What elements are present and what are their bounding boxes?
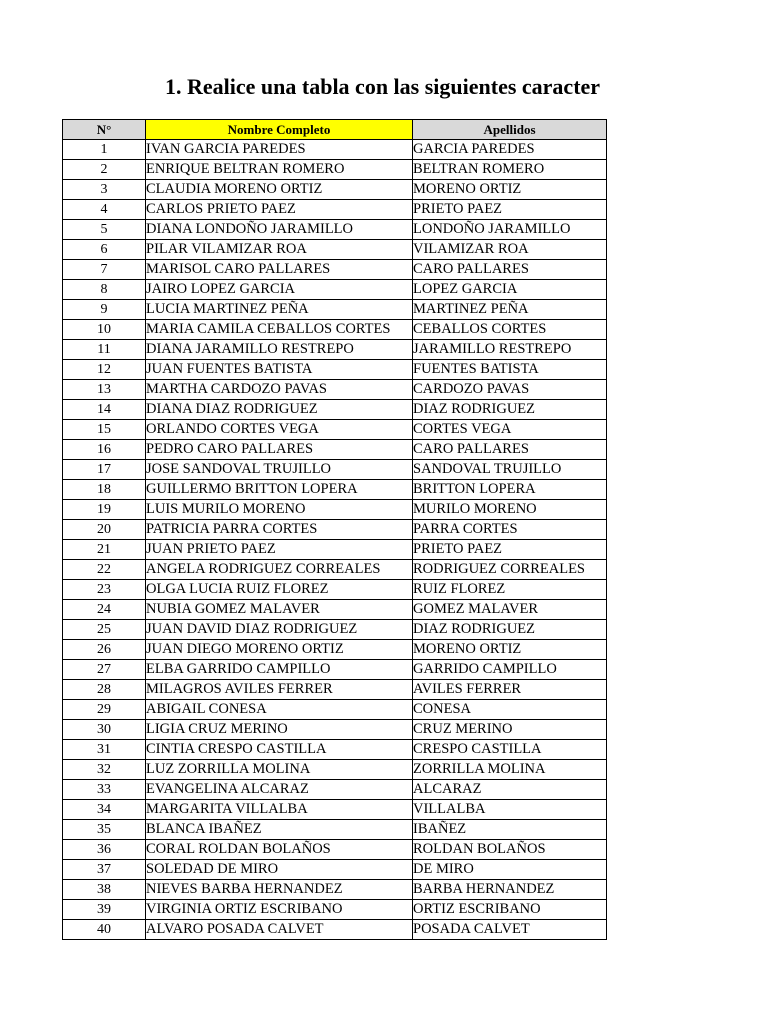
table-row <box>63 280 607 300</box>
surnames-cell: GOMEZ MALAVER <box>413 600 607 620</box>
surnames-cell: GARCIA PAREDES <box>413 140 607 160</box>
table-row <box>63 480 607 500</box>
surnames-cell: GARRIDO CAMPILLO <box>413 660 607 680</box>
table-row <box>63 580 607 600</box>
surnames-cell: BELTRAN ROMERO <box>413 160 607 180</box>
full-name-cell: JUAN FUENTES BATISTA <box>146 360 413 380</box>
full-name-cell: PILAR VILAMIZAR ROA <box>146 240 413 260</box>
table-row <box>63 640 607 660</box>
row-number-cell: 20 <box>63 520 146 540</box>
row-number-cell: 39 <box>63 900 146 920</box>
full-name-cell: SOLEDAD DE MIRO <box>146 860 413 880</box>
surnames-cell: AVILES FERRER <box>413 680 607 700</box>
table-row <box>63 380 607 400</box>
table-row <box>63 560 607 580</box>
table-row <box>63 600 607 620</box>
surnames-cell: ALCARAZ <box>413 780 607 800</box>
row-number-cell: 13 <box>63 380 146 400</box>
surnames-cell: VILAMIZAR ROA <box>413 240 607 260</box>
row-number-cell: 5 <box>63 220 146 240</box>
row-number-cell: 31 <box>63 740 146 760</box>
surnames-cell: DE MIRO <box>413 860 607 880</box>
table-row <box>63 240 607 260</box>
table-row <box>63 360 607 380</box>
table-row <box>63 180 607 200</box>
table-row <box>63 460 607 480</box>
table-row <box>63 840 607 860</box>
table-row <box>63 920 607 940</box>
full-name-cell: JOSE SANDOVAL TRUJILLO <box>146 460 413 480</box>
table-row <box>63 260 607 280</box>
row-number-cell: 6 <box>63 240 146 260</box>
row-number-cell: 30 <box>63 720 146 740</box>
full-name-cell: ANGELA RODRIGUEZ CORREALES <box>146 560 413 580</box>
row-number-cell: 12 <box>63 360 146 380</box>
row-number-cell: 14 <box>63 400 146 420</box>
full-name-cell: ENRIQUE BELTRAN ROMERO <box>146 160 413 180</box>
table-row <box>63 820 607 840</box>
surnames-cell: CARO PALLARES <box>413 440 607 460</box>
full-name-cell: ABIGAIL CONESA <box>146 700 413 720</box>
full-name-cell: NUBIA GOMEZ MALAVER <box>146 600 413 620</box>
row-number-cell: 1 <box>63 140 146 160</box>
table-row <box>63 440 607 460</box>
row-number-cell: 10 <box>63 320 146 340</box>
row-number-cell: 4 <box>63 200 146 220</box>
row-number-cell: 15 <box>63 420 146 440</box>
table-row <box>63 620 607 640</box>
row-number-cell: 35 <box>63 820 146 840</box>
full-name-cell: ORLANDO CORTES VEGA <box>146 420 413 440</box>
row-number-cell: 26 <box>63 640 146 660</box>
surnames-cell: BRITTON LOPERA <box>413 480 607 500</box>
table-row <box>63 540 607 560</box>
row-number-cell: 16 <box>63 440 146 460</box>
row-number-cell: 21 <box>63 540 146 560</box>
header-surnames: Apellidos <box>413 120 607 140</box>
row-number-cell: 33 <box>63 780 146 800</box>
full-name-cell: MARGARITA VILLALBA <box>146 800 413 820</box>
full-name-cell: MARISOL CARO PALLARES <box>146 260 413 280</box>
page-title: 1. Realice una tabla con las siguientes caracter <box>165 74 601 99</box>
full-name-cell: ELBA GARRIDO CAMPILLO <box>146 660 413 680</box>
table-row <box>63 700 607 720</box>
row-number-cell: 17 <box>63 460 146 480</box>
table-row <box>63 720 607 740</box>
table-row <box>63 780 607 800</box>
row-number-cell: 9 <box>63 300 146 320</box>
surnames-cell: ROLDAN BOLAÑOS <box>413 840 607 860</box>
full-name-cell: CARLOS PRIETO PAEZ <box>146 200 413 220</box>
surnames-cell: ZORRILLA MOLINA <box>413 760 607 780</box>
row-number-cell: 3 <box>63 180 146 200</box>
row-number-cell: 25 <box>63 620 146 640</box>
full-name-cell: CORAL ROLDAN BOLAÑOS <box>146 840 413 860</box>
full-name-cell: PEDRO CARO PALLARES <box>146 440 413 460</box>
table-row <box>63 800 607 820</box>
row-number-cell: 36 <box>63 840 146 860</box>
full-name-cell: JAIRO LOPEZ GARCIA <box>146 280 413 300</box>
table-header-row <box>63 120 607 140</box>
table-row <box>63 420 607 440</box>
row-number-cell: 27 <box>63 660 146 680</box>
full-name-cell: DIANA LONDOÑO JARAMILLO <box>146 220 413 240</box>
header-number: N° <box>63 120 146 140</box>
surnames-cell: CARO PALLARES <box>413 260 607 280</box>
table-row <box>63 880 607 900</box>
row-number-cell: 2 <box>63 160 146 180</box>
full-name-cell: DIANA DIAZ RODRIGUEZ <box>146 400 413 420</box>
table-row <box>63 300 607 320</box>
surnames-cell: LONDOÑO JARAMILLO <box>413 220 607 240</box>
row-number-cell: 38 <box>63 880 146 900</box>
row-number-cell: 18 <box>63 480 146 500</box>
surnames-cell: CORTES VEGA <box>413 420 607 440</box>
row-number-cell: 29 <box>63 700 146 720</box>
table-row <box>63 740 607 760</box>
full-name-cell: JUAN DAVID DIAZ RODRIGUEZ <box>146 620 413 640</box>
row-number-cell: 24 <box>63 600 146 620</box>
row-number-cell: 40 <box>63 920 146 940</box>
table-row <box>63 340 607 360</box>
table-row <box>63 520 607 540</box>
full-name-cell: JUAN PRIETO PAEZ <box>146 540 413 560</box>
surnames-cell: CRUZ MERINO <box>413 720 607 740</box>
full-name-cell: LUIS MURILO MORENO <box>146 500 413 520</box>
surnames-cell: FUENTES BATISTA <box>413 360 607 380</box>
surnames-cell: MARTINEZ PEÑA <box>413 300 607 320</box>
full-name-cell: MARTHA CARDOZO PAVAS <box>146 380 413 400</box>
row-number-cell: 32 <box>63 760 146 780</box>
full-name-cell: OLGA LUCIA RUIZ FLOREZ <box>146 580 413 600</box>
surnames-cell: BARBA HERNANDEZ <box>413 880 607 900</box>
full-name-cell: PATRICIA PARRA CORTES <box>146 520 413 540</box>
table-row <box>63 400 607 420</box>
surnames-cell: SANDOVAL TRUJILLO <box>413 460 607 480</box>
surnames-cell: VILLALBA <box>413 800 607 820</box>
row-number-cell: 7 <box>63 260 146 280</box>
full-name-cell: LUZ ZORRILLA MOLINA <box>146 760 413 780</box>
full-name-cell: EVANGELINA ALCARAZ <box>146 780 413 800</box>
full-name-cell: DIANA JARAMILLO RESTREPO <box>146 340 413 360</box>
full-name-cell: CINTIA CRESPO CASTILLA <box>146 740 413 760</box>
table-body <box>63 140 607 940</box>
surnames-cell: IBAÑEZ <box>413 820 607 840</box>
surnames-cell: CRESPO CASTILLA <box>413 740 607 760</box>
table-row <box>63 140 607 160</box>
surnames-cell: MORENO ORTIZ <box>413 640 607 660</box>
surnames-cell: CARDOZO PAVAS <box>413 380 607 400</box>
full-name-cell: MARIA CAMILA CEBALLOS CORTES <box>146 320 413 340</box>
names-table <box>62 119 607 940</box>
row-number-cell: 34 <box>63 800 146 820</box>
table-row <box>63 660 607 680</box>
surnames-cell: PARRA CORTES <box>413 520 607 540</box>
table-row <box>63 500 607 520</box>
surnames-cell: RUIZ FLOREZ <box>413 580 607 600</box>
full-name-cell: LIGIA CRUZ MERINO <box>146 720 413 740</box>
full-name-cell: LUCIA MARTINEZ PEÑA <box>146 300 413 320</box>
full-name-cell: BLANCA IBAÑEZ <box>146 820 413 840</box>
row-number-cell: 19 <box>63 500 146 520</box>
surnames-cell: CEBALLOS CORTES <box>413 320 607 340</box>
surnames-cell: JARAMILLO RESTREPO <box>413 340 607 360</box>
full-name-cell: NIEVES BARBA HERNANDEZ <box>146 880 413 900</box>
row-number-cell: 23 <box>63 580 146 600</box>
table-row <box>63 900 607 920</box>
surnames-cell: DIAZ RODRIGUEZ <box>413 620 607 640</box>
surnames-cell: LOPEZ GARCIA <box>413 280 607 300</box>
surnames-cell: PRIETO PAEZ <box>413 540 607 560</box>
full-name-cell: JUAN DIEGO MORENO ORTIZ <box>146 640 413 660</box>
table-row <box>63 680 607 700</box>
surnames-cell: DIAZ RODRIGUEZ <box>413 400 607 420</box>
surnames-cell: MURILO MORENO <box>413 500 607 520</box>
surnames-cell: POSADA CALVET <box>413 920 607 940</box>
full-name-cell: VIRGINIA ORTIZ ESCRIBANO <box>146 900 413 920</box>
table-row <box>63 200 607 220</box>
surnames-cell: CONESA <box>413 700 607 720</box>
surnames-cell: RODRIGUEZ CORREALES <box>413 560 607 580</box>
table-row <box>63 860 607 880</box>
surnames-cell: ORTIZ ESCRIBANO <box>413 900 607 920</box>
table-row <box>63 220 607 240</box>
table-row <box>63 160 607 180</box>
full-name-cell: MILAGROS AVILES FERRER <box>146 680 413 700</box>
header-full-name: Nombre Completo <box>146 120 413 140</box>
row-number-cell: 37 <box>63 860 146 880</box>
row-number-cell: 11 <box>63 340 146 360</box>
row-number-cell: 22 <box>63 560 146 580</box>
full-name-cell: ALVARO POSADA CALVET <box>146 920 413 940</box>
table-row <box>63 760 607 780</box>
full-name-cell: CLAUDIA MORENO ORTIZ <box>146 180 413 200</box>
row-number-cell: 28 <box>63 680 146 700</box>
row-number-cell: 8 <box>63 280 146 300</box>
table-row <box>63 320 607 340</box>
surnames-cell: PRIETO PAEZ <box>413 200 607 220</box>
surnames-cell: MORENO ORTIZ <box>413 180 607 200</box>
full-name-cell: GUILLERMO BRITTON LOPERA <box>146 480 413 500</box>
full-name-cell: IVAN GARCIA PAREDES <box>146 140 413 160</box>
